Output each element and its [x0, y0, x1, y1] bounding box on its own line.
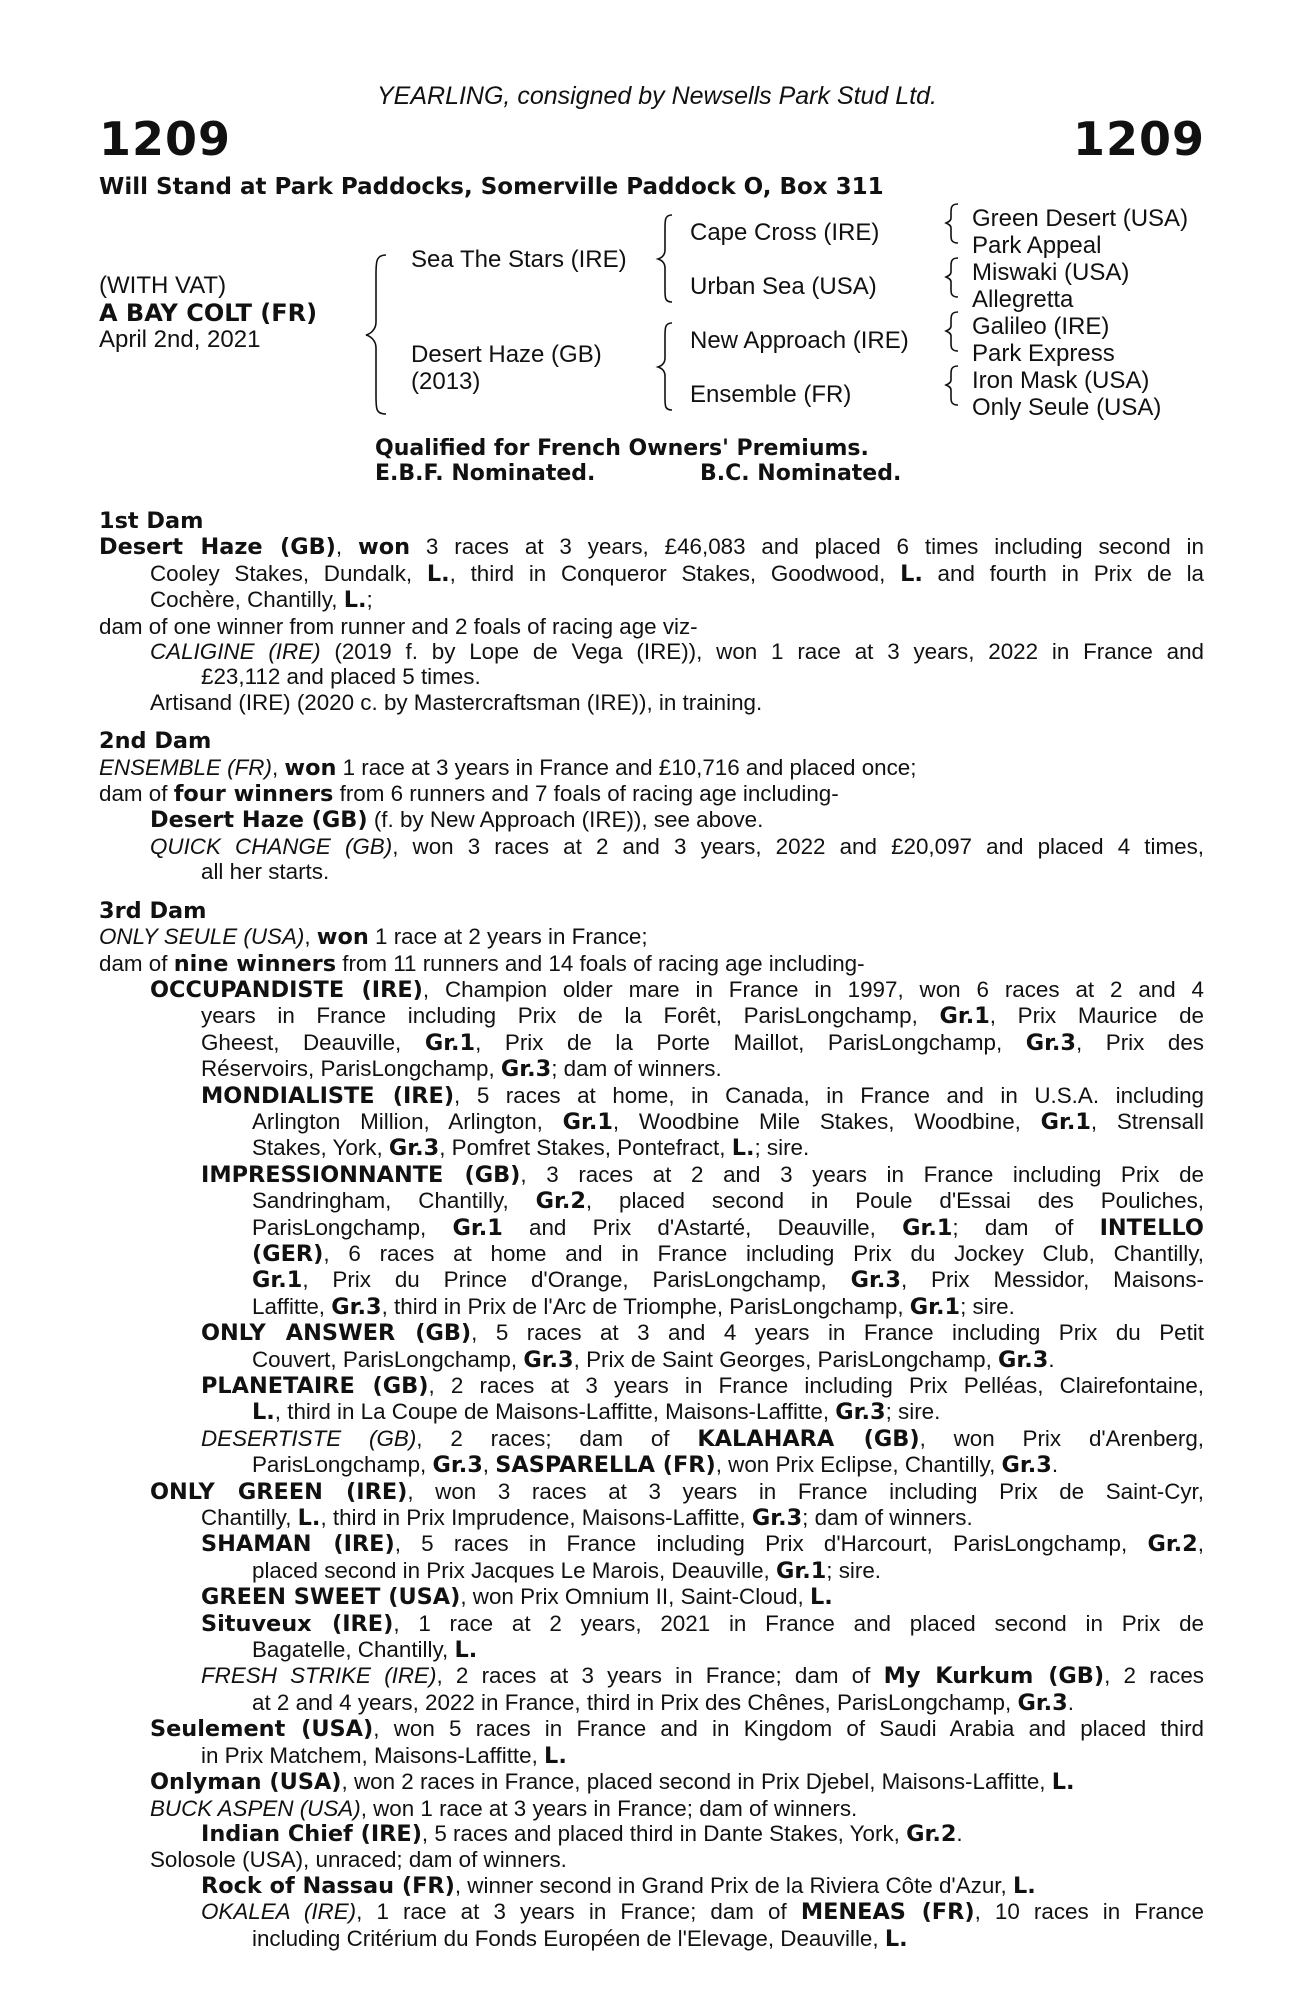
catalogue-line: Arlington Million, Arlington, Gr.1, Woodbine Mile Stakes, Woodbine, Gr.1, Strensall [252, 1108, 1204, 1135]
catalogue-line: GREEN SWEET (USA), won Prix Omnium II, Saint-Cloud, L. [201, 1584, 833, 1611]
catalogue-line: 1st Dam [99, 508, 204, 534]
horse-name: A BAY COLT (FR) [99, 299, 318, 327]
catalogue-line: dam of nine winners from 11 runners and 14 foals of racing age including- [99, 950, 865, 977]
stand-location: Will Stand at Park Paddocks, Somerville Paddock O, Box 311 [99, 174, 884, 200]
dam-name: Desert Haze (GB) [411, 341, 602, 368]
catalogue-line: MONDIALISTE (IRE), 5 races at home, in Canada, in France and in U.S.A. including [201, 1082, 1204, 1109]
qualification-ebf: E.B.F. Nominated. [375, 461, 596, 486]
catalogue-line: 3rd Dam [99, 897, 207, 924]
catalogue-line: including Critérium du Fonds Européen de l'Elevage, Deauville, L. [252, 1925, 908, 1952]
bracket-new-approach [946, 312, 958, 351]
catalogue-line: Seulement (USA), won 5 races in France and in Kingdom of Saudi Arabia and placed third [150, 1716, 1205, 1743]
catalogue-line: DESERTISTE (GB), 2 races; dam of KALAHARA (GB), won Prix d'Arenberg, [201, 1425, 1204, 1452]
catalogue-line: placed second in Prix Jacques Le Marois, Deauville, Gr.1; sire. [252, 1557, 882, 1584]
ancestor-5: Galileo (IRE) [972, 313, 1110, 340]
catalogue-line: ONLY SEULE (USA), won 1 race at 2 years in France; [99, 924, 648, 951]
catalogue-line: Cochère, Chantilly, L.; [150, 587, 373, 614]
catalogue-line: Sandringham, Chantilly, Gr.2, placed second in Poule d'Essai des Pouliches, [252, 1188, 1205, 1215]
bracket-ensemble [946, 366, 958, 405]
catalogue-line: Solosole (USA), unraced; dam of winners. [150, 1847, 567, 1873]
ancestor-7: Iron Mask (USA) [972, 367, 1150, 394]
catalogue-line: Stakes, York, Gr.3, Pomfret Stakes, Pontefract, L.; sire. [252, 1135, 810, 1162]
consignment-line: YEARLING, consigned by Newsells Park Stud Ltd. [377, 82, 937, 110]
bracket-dam [658, 323, 672, 410]
catalogue-line: dam of one winner from runner and 2 foals of racing age viz- [99, 613, 698, 639]
dam-year: (2013) [411, 368, 481, 395]
bracket-urban-sea [946, 258, 958, 297]
catalogue-line: IMPRESSIONNANTE (GB), 3 races at 2 and 3 years in France including Prix de [201, 1161, 1204, 1188]
granddam-paternal: Urban Sea (USA) [690, 273, 877, 300]
catalogue-line: Gr.1, Prix du Prince d'Orange, ParisLongchamp, Gr.3, Prix Messidor, Maisons- [252, 1267, 1205, 1294]
vat-note: (WITH VAT) [99, 272, 227, 299]
catalogue-line: Rock of Nassau (FR), winner second in Grand Prix de la Riviera Côte d'Azur, L. [201, 1872, 1036, 1899]
qualification-bc: B.C. Nominated. [700, 461, 902, 486]
catalogue-line: Desert Haze (GB) (f. by New Approach (IRE)), see above. [150, 807, 764, 834]
catalogue-line: ParisLongchamp, Gr.3, SASPARELLA (FR), won Prix Eclipse, Chantilly, Gr.3. [252, 1452, 1059, 1479]
catalogue-line: Cooley Stakes, Dundalk, L., third in Conqueror Stakes, Goodwood, L. and fourth in Prix de la [150, 560, 1204, 587]
catalogue-line: PLANETAIRE (GB), 2 races at 3 years in France including Prix Pelléas, Clairefontaine, [201, 1373, 1204, 1399]
bracket-cape-cross [946, 204, 958, 243]
grandsire-paternal: Cape Cross (IRE) [690, 219, 880, 246]
catalogue-line: Situveux (IRE), 1 race at 2 years, 2021 in France and placed second in Prix de [201, 1610, 1204, 1637]
lot-number-right: 1209 [1072, 112, 1205, 166]
qualification-premiums: Qualified for French Owners' Premiums. [375, 436, 869, 461]
catalogue-line: Desert Haze (GB), won 3 races at 3 years, £46,083 and placed 6 times including second in [99, 534, 1204, 561]
ancestor-8: Only Seule (USA) [972, 394, 1162, 421]
sire-name: Sea The Stars (IRE) [411, 246, 627, 273]
catalogue-line: Onlyman (USA), won 2 races in France, placed second in Prix Djebel, Maisons-Laffitte, L. [150, 1769, 1075, 1796]
ancestor-2: Park Appeal [972, 232, 1102, 259]
catalogue-line: 2nd Dam [99, 728, 212, 755]
catalogue-line: years in France including Prix de la Forêt, ParisLongchamp, Gr.1, Prix Maurice de [201, 1003, 1204, 1030]
catalogue-line: Couvert, ParisLongchamp, Gr.3, Prix de Saint Georges, ParisLongchamp, Gr.3. [252, 1346, 1055, 1373]
catalogue-line: in Prix Matchem, Maisons-Laffitte, L. [201, 1742, 567, 1769]
catalogue-line: ParisLongchamp, Gr.1 and Prix d'Astarté, Deauville, Gr.1; dam of INTELLO [252, 1214, 1204, 1241]
lot-number-left: 1209 [99, 112, 232, 166]
catalogue-line: OCCUPANDISTE (IRE), Champion older mare in France in 1997, won 6 races at 2 and 4 [150, 976, 1204, 1003]
bracket-sire-dam [366, 255, 386, 414]
catalogue-line: QUICK CHANGE (GB), won 3 races at 2 and 3 years, 2022 and £20,097 and placed 4 times, [150, 833, 1204, 859]
catalogue-line: ONLY GREEN (IRE), won 3 races at 3 years in France including Prix de Saint-Cyr, [150, 1478, 1205, 1505]
catalogue-line: ENSEMBLE (FR), won 1 race at 3 years in France and £10,716 and placed once; [99, 754, 917, 781]
section-gap [99, 715, 1204, 728]
catalogue-line: CALIGINE (IRE) (2019 f. by Lope de Vega (IRE)), won 1 race at 3 years, 2022 in France and [150, 639, 1204, 665]
section-gap [99, 885, 1204, 898]
bracket-sire [658, 215, 672, 302]
foaling-date: April 2nd, 2021 [99, 326, 261, 353]
catalogue-line: £23,112 and placed 5 times. [201, 664, 481, 690]
catalogue-line: Artisand (IRE) (2020 c. by Mastercraftsman (IRE)), in training. [150, 689, 763, 715]
catalogue-line: (GER), 6 races at home and in France including Prix du Jockey Club, Chantilly, [252, 1240, 1204, 1267]
catalogue-line: dam of four winners from 6 runners and 7 foals of racing age including- [99, 781, 839, 808]
ancestor-4: Allegretta [972, 286, 1074, 313]
catalogue-line: L., third in La Coupe de Maisons-Laffitte, Maisons-Laffitte, Gr.3; sire. [252, 1399, 941, 1426]
granddam-maternal: Ensemble (FR) [690, 381, 852, 408]
catalogue-line: Gheest, Deauville, Gr.1, Prix de la Porte Maillot, ParisLongchamp, Gr.3, Prix des [201, 1029, 1204, 1056]
catalogue-line: Indian Chief (IRE), 5 races and placed third in Dante Stakes, York, Gr.2. [201, 1820, 963, 1847]
catalogue-line: Réservoirs, ParisLongchamp, Gr.3; dam of winners. [201, 1056, 722, 1083]
catalogue-line: ONLY ANSWER (GB), 5 races at 3 and 4 years in France including Prix du Petit [201, 1320, 1204, 1347]
catalogue-line: FRESH STRIKE (IRE), 2 races at 3 years in France; dam of My Kurkum (GB), 2 races [201, 1663, 1204, 1690]
ancestor-3: Miswaki (USA) [972, 259, 1130, 286]
catalogue-line: SHAMAN (IRE), 5 races in France including Prix d'Harcourt, ParisLongchamp, Gr.2, [201, 1531, 1204, 1558]
ancestor-1: Green Desert (USA) [972, 205, 1189, 232]
ancestor-6: Park Express [972, 340, 1115, 367]
catalogue-line: Laffitte, Gr.3, third in Prix de l'Arc de Triomphe, ParisLongchamp, Gr.1; sire. [252, 1293, 1015, 1320]
catalogue-line: at 2 and 4 years, 2022 in France, third in Prix des Chênes, ParisLongchamp, Gr.3. [252, 1689, 1074, 1716]
catalogue-line: all her starts. [201, 859, 330, 885]
grandsire-maternal: New Approach (IRE) [690, 327, 909, 354]
catalogue-line: BUCK ASPEN (USA), won 1 race at 3 years in France; dam of winners. [150, 1795, 858, 1821]
catalogue-line: Bagatelle, Chantilly, L. [252, 1637, 478, 1664]
catalogue-line: Chantilly, L., third in Prix Imprudence, Maisons-Laffitte, Gr.3; dam of winners. [201, 1505, 973, 1532]
catalogue-line: OKALEA (IRE), 1 race at 3 years in France; dam of MENEAS (FR), 10 races in France [201, 1899, 1204, 1926]
catalogue-body [99, 508, 1204, 1952]
